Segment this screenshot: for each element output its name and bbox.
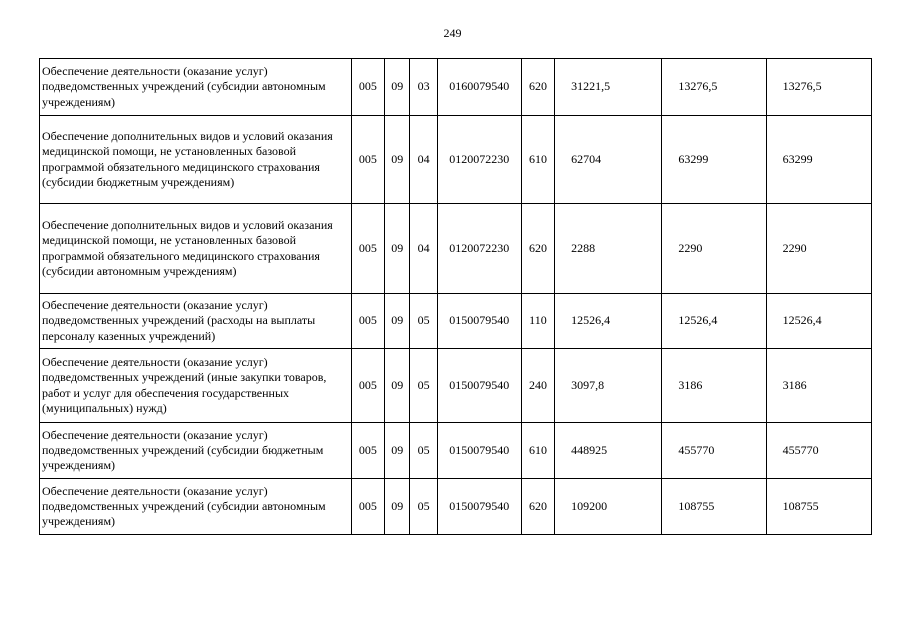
- row-description: Обеспечение дополнительных видов и условий оказания медицинской помощи, не установленных базовой программой обязательного медицинского страхования (субсидии автономным учреждениям): [40, 204, 352, 294]
- amount-year-3: 108755: [766, 479, 871, 535]
- page-number: 249: [443, 26, 462, 40]
- expense-type-code: 620: [521, 59, 554, 116]
- section-code: 09: [385, 204, 410, 294]
- amount-year-2: 455770: [662, 423, 766, 479]
- amount-year-2: 108755: [662, 479, 766, 535]
- row-description: Обеспечение деятельности (оказание услуг) подведомственных учреждений (расходы на выплаты персоналу казенных учреждений): [40, 294, 352, 349]
- expense-type-code: 110: [521, 294, 554, 349]
- amount-year-3: 2290: [766, 204, 871, 294]
- section-code: 09: [385, 294, 410, 349]
- subsection-code: 05: [410, 349, 437, 423]
- expense-type-code: 620: [521, 204, 554, 294]
- ministry-code: 005: [351, 204, 384, 294]
- ministry-code: 005: [351, 294, 384, 349]
- amount-year-1: 2288: [555, 204, 662, 294]
- expense-type-code: 620: [521, 479, 554, 535]
- ministry-code: 005: [351, 59, 384, 116]
- amount-year-2: 13276,5: [662, 59, 766, 116]
- section-code: 09: [385, 423, 410, 479]
- section-code: 09: [385, 349, 410, 423]
- target-article-code: 0150079540: [437, 294, 521, 349]
- subsection-code: 05: [410, 479, 437, 535]
- subsection-code: 04: [410, 116, 437, 204]
- target-article-code: 0150079540: [437, 423, 521, 479]
- row-description: Обеспечение дополнительных видов и условий оказания медицинской помощи, не установленных базовой программой обязательного медицинского страхования (субсидии бюджетным учреждениям): [40, 116, 352, 204]
- target-article-code: 0120072230: [437, 204, 521, 294]
- row-description: Обеспечение деятельности (оказание услуг) подведомственных учреждений (субсидии бюджетным учреждениям): [40, 423, 352, 479]
- ministry-code: 005: [351, 479, 384, 535]
- amount-year-1: 3097,8: [555, 349, 662, 423]
- amount-year-2: 3186: [662, 349, 766, 423]
- amount-year-3: 12526,4: [766, 294, 871, 349]
- amount-year-2: 12526,4: [662, 294, 766, 349]
- target-article-code: 0150079540: [437, 479, 521, 535]
- amount-year-2: 2290: [662, 204, 766, 294]
- section-code: 09: [385, 116, 410, 204]
- expense-type-code: 610: [521, 116, 554, 204]
- subsection-code: 04: [410, 204, 437, 294]
- table-row: [40, 116, 872, 204]
- expense-type-code: 240: [521, 349, 554, 423]
- table-row: [40, 349, 872, 423]
- subsection-code: 05: [410, 423, 437, 479]
- section-code: 09: [385, 59, 410, 116]
- table-row: [40, 479, 872, 535]
- target-article-code: 0120072230: [437, 116, 521, 204]
- subsection-code: 03: [410, 59, 437, 116]
- table-row: [40, 294, 872, 349]
- row-description: Обеспечение деятельности (оказание услуг) подведомственных учреждений (субсидии автономным учреждениям): [40, 479, 352, 535]
- budget-table: [39, 58, 872, 535]
- amount-year-1: 31221,5: [555, 59, 662, 116]
- amount-year-1: 448925: [555, 423, 662, 479]
- target-article-code: 0150079540: [437, 349, 521, 423]
- table-row: [40, 59, 872, 116]
- ministry-code: 005: [351, 116, 384, 204]
- amount-year-3: 3186: [766, 349, 871, 423]
- ministry-code: 005: [351, 349, 384, 423]
- target-article-code: 0160079540: [437, 59, 521, 116]
- expense-type-code: 610: [521, 423, 554, 479]
- amount-year-3: 63299: [766, 116, 871, 204]
- amount-year-1: 12526,4: [555, 294, 662, 349]
- section-code: 09: [385, 479, 410, 535]
- amount-year-3: 455770: [766, 423, 871, 479]
- amount-year-2: 63299: [662, 116, 766, 204]
- row-description: Обеспечение деятельности (оказание услуг) подведомственных учреждений (иные закупки товаров, работ и услуг для обеспечения государственных (муниципальных) нужд): [40, 349, 352, 423]
- ministry-code: 005: [351, 423, 384, 479]
- table-row: [40, 423, 872, 479]
- amount-year-3: 13276,5: [766, 59, 871, 116]
- table-row: [40, 204, 872, 294]
- amount-year-1: 109200: [555, 479, 662, 535]
- amount-year-1: 62704: [555, 116, 662, 204]
- row-description: Обеспечение деятельности (оказание услуг) подведомственных учреждений (субсидии автономным учреждениям): [40, 59, 352, 116]
- table-body: [40, 59, 872, 535]
- subsection-code: 05: [410, 294, 437, 349]
